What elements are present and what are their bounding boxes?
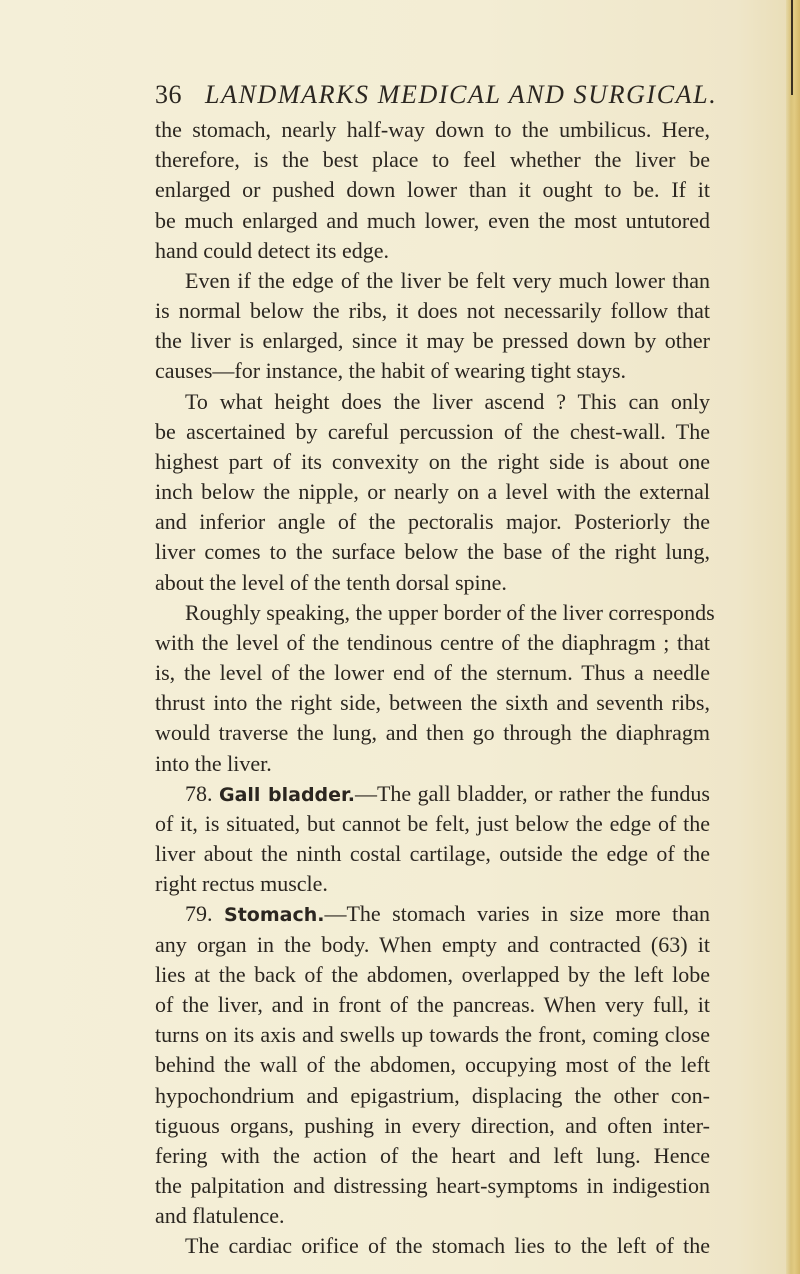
text-line: any organ in the body. When empty and contracted (63) it [155, 931, 710, 957]
section-number: 79. [185, 901, 225, 927]
text-line: therefore, is the best place to feel whether the liver be [155, 147, 710, 173]
section-text: —The gall bladder, or rather the fundus [354, 780, 710, 806]
text-line: of it, is situated, but cannot be felt, just below the edge of the [155, 810, 710, 836]
text-line: is, the level of the lower end of the sternum. Thus a needle [155, 660, 710, 686]
text-line: is normal below the ribs, it does not necessarily follow that [155, 298, 710, 324]
text-line: of the liver, and in front of the pancreas. When very full, it [155, 991, 710, 1017]
text-line: and flatulence. [155, 1203, 285, 1229]
text-line: turns on its axis and swells up towards the front, coming close [155, 1022, 710, 1048]
text-line: Roughly speaking, the upper border of the liver corresponds [185, 599, 715, 625]
text-line: tiguous organs, pushing in every direction, and often inter- [155, 1112, 710, 1138]
running-title: LANDMARKS MEDICAL AND SURGICAL. [205, 80, 718, 109]
text-line: The cardiac orifice of the stomach lies to the left of the [185, 1233, 710, 1259]
text-line [155, 899, 710, 929]
page-edge-line [791, 0, 793, 95]
text-line: enlarged or pushed down lower than it ought to be. If it [155, 177, 710, 203]
text-line: hand could detect its edge. [155, 237, 389, 263]
text-line: fering with the action of the heart and left lung. Hence [155, 1142, 710, 1168]
text-line: liver comes to the surface below the base of the right lung, [155, 539, 710, 565]
text-line: hypochondrium and epigastrium, displacing the other con- [155, 1082, 710, 1108]
text-line: To what height does the liver ascend ? This can only [185, 388, 710, 414]
text-line: right rectus muscle. [155, 871, 328, 897]
text-line: behind the wall of the abdomen, occupying most of the left [155, 1052, 710, 1078]
text-line: be much enlarged and much lower, even the most untutored [155, 207, 710, 233]
text-line: about the level of the tenth dorsal spine. [155, 569, 507, 595]
text-line: thrust into the right side, between the sixth and seventh ribs, [155, 690, 710, 716]
text-line: highest part of its convexity on the right side is about one [155, 448, 710, 474]
text-line: would traverse the lung, and then go through the diaphragm [155, 720, 710, 746]
text-line: causes—for instance, the habit of wearing tight stays. [155, 358, 627, 384]
text-line: the liver is enlarged, since it may be pressed down by other [155, 328, 710, 354]
section-text: —The stomach varies in size more than [324, 901, 710, 927]
section-number: 78. [185, 780, 219, 806]
text-line: with the level of the tendinous centre of the diaphragm ; that [155, 629, 710, 655]
section-heading: Stomach. [224, 904, 325, 927]
text-line: the stomach, nearly half-way down to the umbilicus. Here, [155, 117, 710, 142]
text-line [155, 779, 710, 809]
text-line: lies at the back of the abdomen, overlapped by the left lobe [155, 961, 710, 987]
page-header [155, 76, 718, 120]
page-edge [786, 0, 800, 1274]
text-line: be ascertained by careful percussion of the chest-wall. The [155, 418, 710, 444]
text-line: inch below the nipple, or nearly on a level with the external [155, 479, 710, 505]
body-text [155, 115, 715, 1262]
page-number: 36 [155, 80, 182, 109]
section-heading: Gall bladder. [218, 783, 355, 806]
text-line: the palpitation and distressing heart-symptoms in indigestion [155, 1173, 710, 1199]
text-line: and inferior angle of the pectoralis major. Posteriorly the [155, 509, 710, 535]
text-line: Even if the edge of the liver be felt very much lower than [185, 267, 710, 293]
text-line: into the liver. [155, 750, 272, 776]
text-line: liver about the ninth costal cartilage, outside the edge of the [155, 841, 710, 867]
